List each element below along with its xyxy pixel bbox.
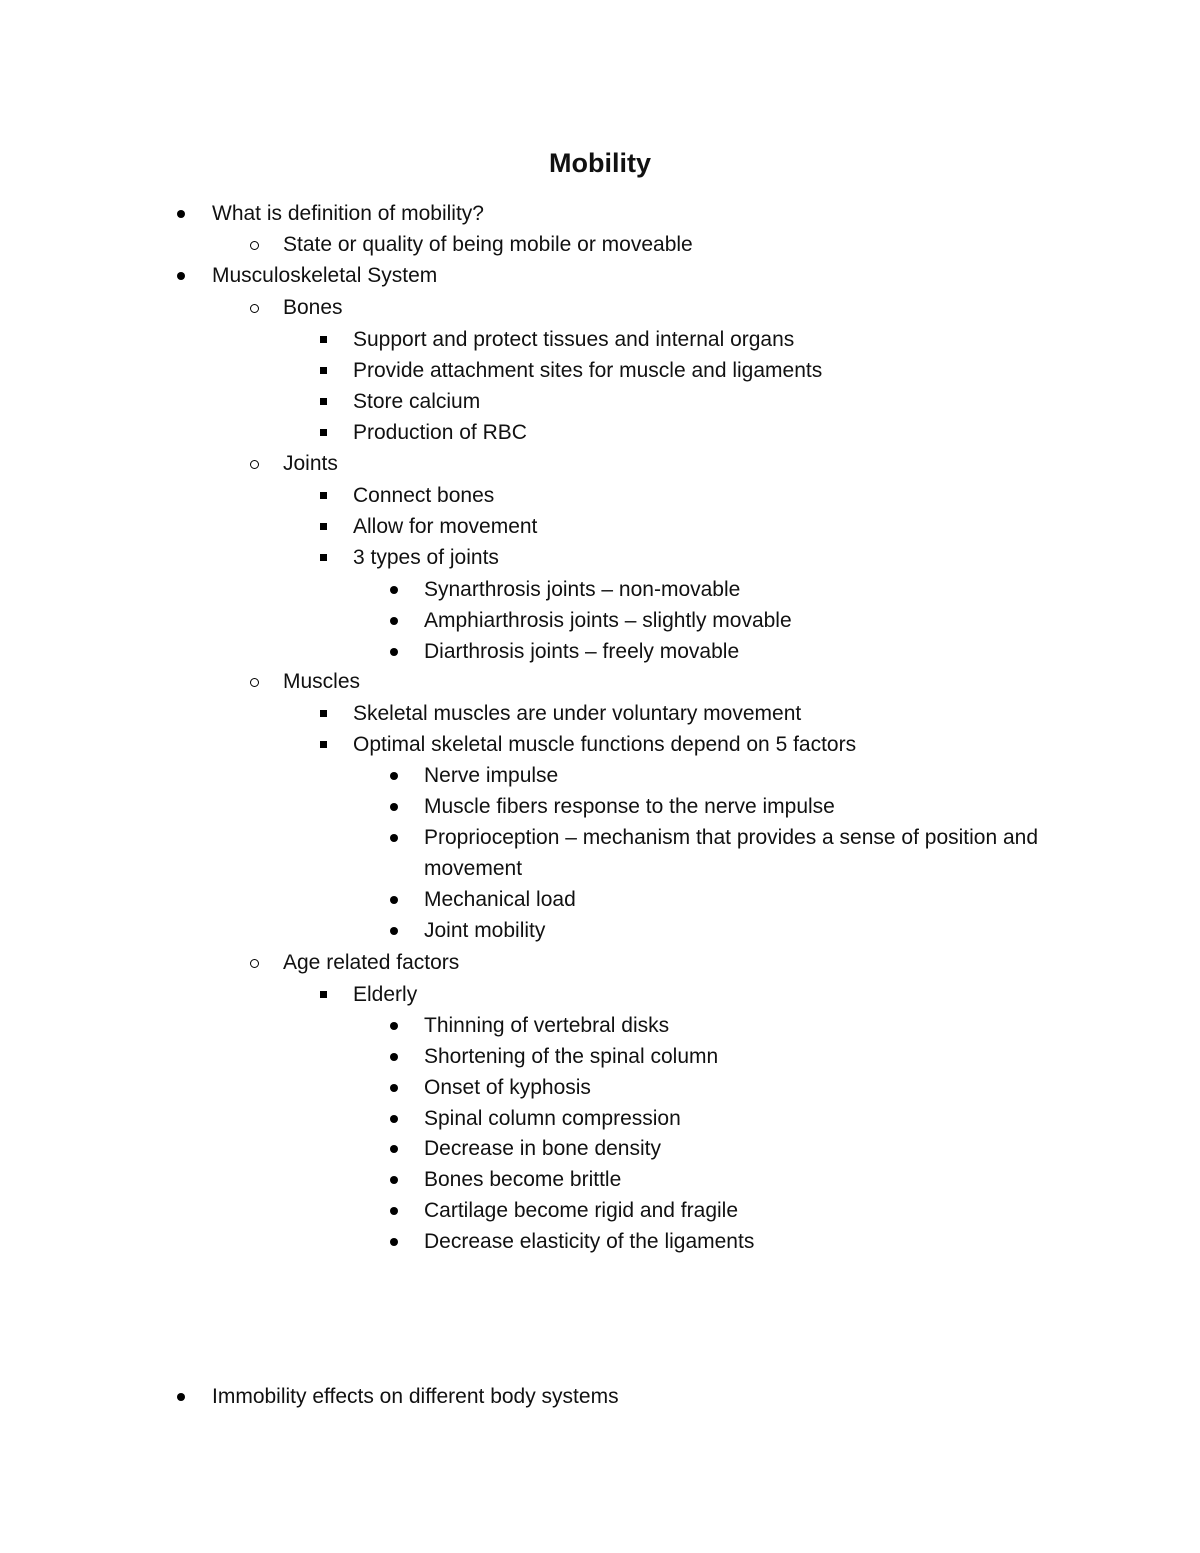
bullet-dot-icon xyxy=(390,1176,398,1184)
bullet-dot-icon xyxy=(390,617,398,625)
bullet-dot-icon xyxy=(390,1053,398,1061)
list-item: Provide attachment sites for muscle and ligaments xyxy=(353,359,823,382)
list-item: Muscle fibers response to the nerve impulse xyxy=(424,795,835,818)
bullet-dot-icon xyxy=(177,210,185,218)
list-item: Shortening of the spinal column xyxy=(424,1045,719,1068)
list-item: Decrease in bone density xyxy=(424,1137,661,1160)
list-item: Spinal column compression xyxy=(424,1107,681,1130)
list-item: Joints xyxy=(283,452,338,475)
bullet-circle-icon xyxy=(250,678,259,687)
list-item: Skeletal muscles are under voluntary movement xyxy=(353,702,802,725)
list-item: Mechanical load xyxy=(424,888,576,911)
bullet-dot-icon xyxy=(390,1238,398,1246)
list-item: Age related factors xyxy=(283,951,460,974)
bullet-dot-icon xyxy=(390,586,398,594)
list-item: Diarthrosis joints – freely movable xyxy=(424,640,740,663)
bullet-circle-icon xyxy=(250,460,259,469)
list-item: Joint mobility xyxy=(424,919,546,942)
list-item: What is definition of mobility? xyxy=(212,202,484,225)
bullet-dot-icon xyxy=(177,272,185,280)
list-item: Cartilage become rigid and fragile xyxy=(424,1199,739,1222)
bullet-dot-icon xyxy=(390,1145,398,1153)
bullet-square-icon xyxy=(320,429,327,436)
list-item: Bones xyxy=(283,296,343,319)
bullet-circle-icon xyxy=(250,241,259,250)
page-title: Mobility xyxy=(549,148,651,178)
bullet-dot-icon xyxy=(390,803,398,811)
list-item: Synarthrosis joints – non-movable xyxy=(424,578,741,601)
bullet-square-icon xyxy=(320,492,327,499)
bullet-square-icon xyxy=(320,367,327,374)
bullet-circle-icon xyxy=(250,959,259,968)
bullet-dot-icon xyxy=(390,927,398,935)
bullet-square-icon xyxy=(320,710,327,717)
bullet-dot-icon xyxy=(390,834,398,842)
list-item: Proprioception – mechanism that provides a sense of position and movement xyxy=(424,826,1039,880)
bullet-square-icon xyxy=(320,398,327,405)
list-item: Thinning of vertebral disks xyxy=(424,1014,670,1037)
list-item: Amphiarthrosis joints – slightly movable xyxy=(424,609,792,632)
list-item: Decrease elasticity of the ligaments xyxy=(424,1230,755,1253)
bullet-square-icon xyxy=(320,336,327,343)
list-item: State or quality of being mobile or moveable xyxy=(283,233,693,256)
list-item: Muscles xyxy=(283,670,361,693)
bullet-dot-icon xyxy=(390,1207,398,1215)
list-item: Allow for movement xyxy=(353,515,538,538)
list-item: Store calcium xyxy=(353,390,481,413)
bullet-dot-icon xyxy=(177,1393,185,1401)
list-item: Support and protect tissues and internal organs xyxy=(353,328,795,351)
list-item: Optimal skeletal muscle functions depend on 5 factors xyxy=(353,733,857,756)
bullet-square-icon xyxy=(320,554,327,561)
bullet-dot-icon xyxy=(390,1084,398,1092)
list-item: Nerve impulse xyxy=(424,764,559,787)
bullet-dot-icon xyxy=(390,772,398,780)
list-item: Production of RBC xyxy=(353,421,527,444)
bullet-dot-icon xyxy=(390,896,398,904)
list-item: Connect bones xyxy=(353,484,495,507)
list-item: Musculoskeletal System xyxy=(212,264,438,287)
bullet-dot-icon xyxy=(390,1115,398,1123)
bullet-square-icon xyxy=(320,523,327,530)
list-item: Elderly xyxy=(353,983,418,1006)
list-item: 3 types of joints xyxy=(353,546,499,569)
bullet-square-icon xyxy=(320,991,327,998)
bullet-dot-icon xyxy=(390,648,398,656)
list-item: Onset of kyphosis xyxy=(424,1076,591,1099)
bullet-dot-icon xyxy=(390,1022,398,1030)
list-item: Immobility effects on different body systems xyxy=(212,1385,619,1408)
bullet-circle-icon xyxy=(250,304,259,313)
list-item: Bones become brittle xyxy=(424,1168,622,1191)
bullet-square-icon xyxy=(320,741,327,748)
